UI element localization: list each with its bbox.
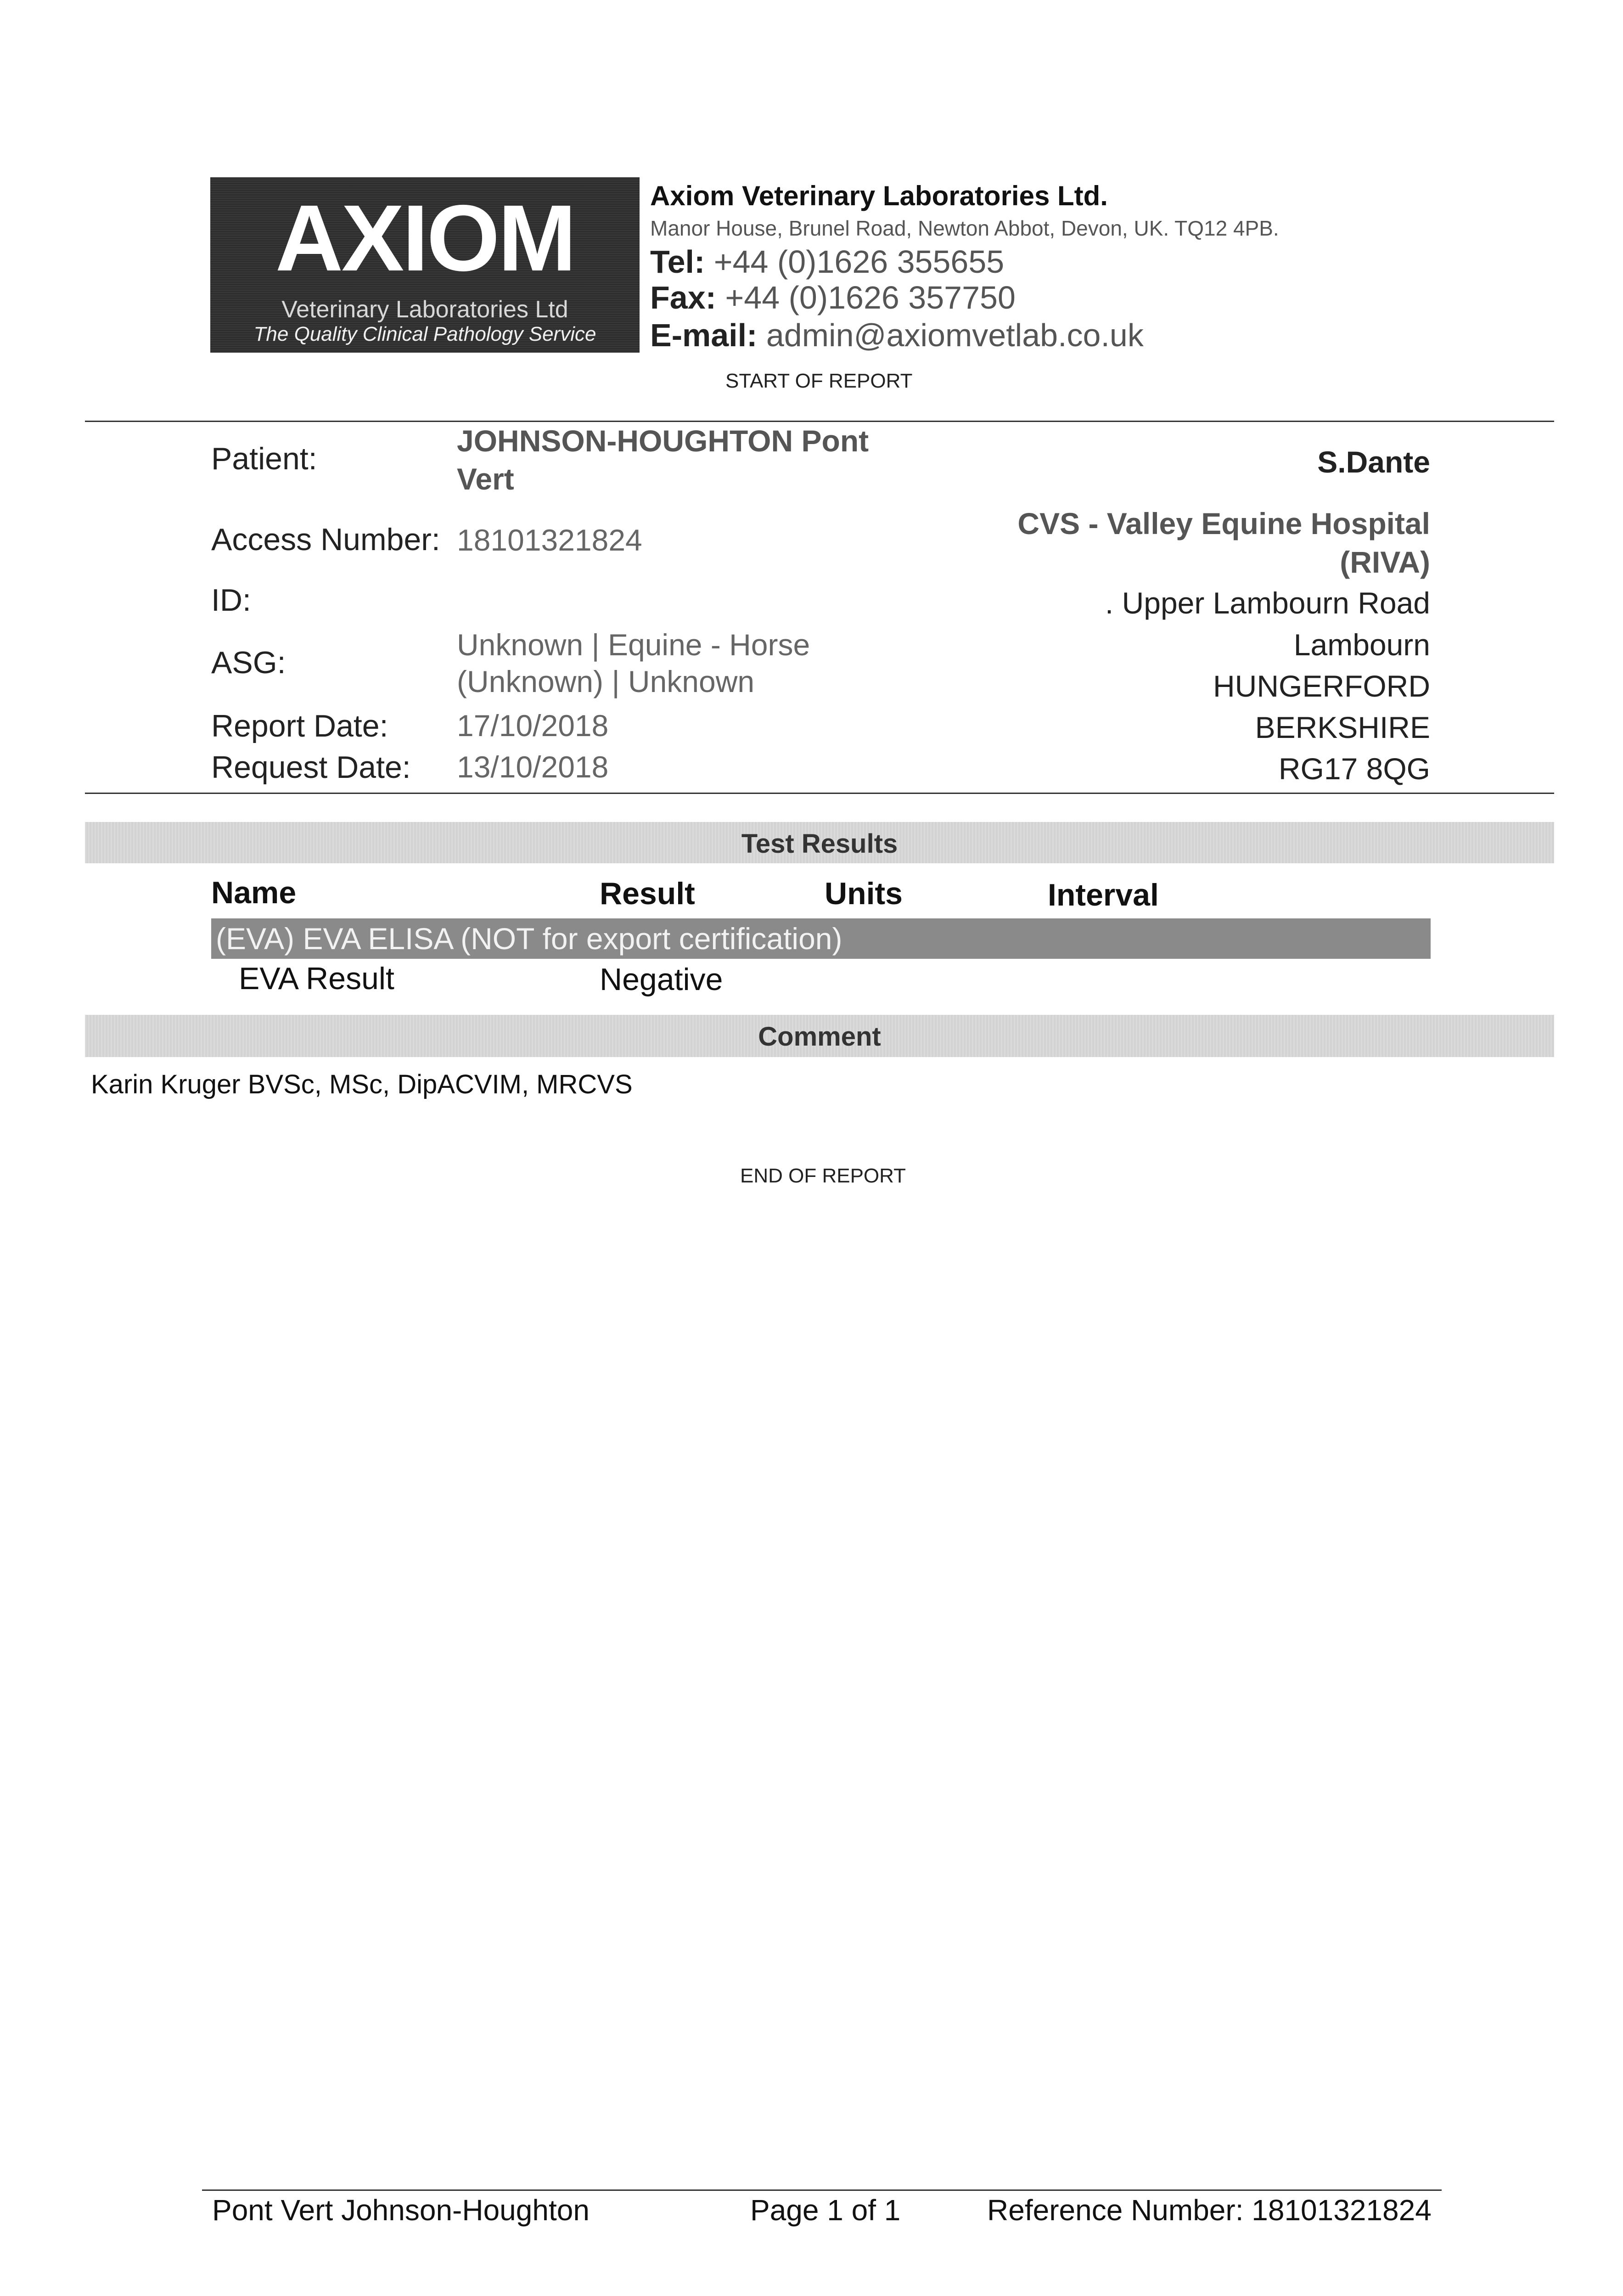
start-of-report: START OF REPORT (725, 370, 913, 392)
id-label: ID: (211, 583, 251, 618)
email-label: E-mail: (650, 317, 758, 353)
patient-divider (85, 793, 1554, 794)
fax-value: +44 (0)1626 357750 (725, 280, 1016, 315)
report-date-value: 17/10/2018 (457, 709, 609, 743)
asg-line2: (Unknown) | Unknown (457, 664, 755, 698)
header-name: Name (211, 875, 297, 910)
result-row-value: Negative (600, 962, 723, 997)
access-number-label: Access Number: (211, 522, 440, 557)
tel-label: Tel: (650, 244, 705, 280)
report-date-label: Report Date: (211, 709, 388, 743)
header-result: Result (600, 876, 695, 911)
tel-value: +44 (0)1626 355655 (713, 244, 1005, 280)
request-date-value: 13/10/2018 (457, 750, 609, 784)
test-group-name: (EVA) EVA ELISA (NOT for export certification) (216, 922, 842, 956)
patient-label: Patient: (211, 441, 317, 476)
end-of-report: END OF REPORT (740, 1165, 906, 1187)
axiom-logo (210, 177, 640, 353)
clinic-address-3: HUNGERFORD (1213, 669, 1430, 703)
clinic-name-line2: (RIVA) (1340, 545, 1430, 579)
company-address: Manor House, Brunel Road, Newton Abbot, Devon, UK. TQ12 4PB. (650, 216, 1279, 240)
logo-wordmark: AXIOM (275, 186, 575, 291)
footer-page: Page 1 of 1 (750, 2194, 901, 2227)
company-name: Axiom Veterinary Laboratories Ltd. (650, 180, 1108, 211)
clinic-vet: S.Dante (1317, 445, 1430, 479)
comment-band (85, 1015, 1554, 1057)
logo-subtitle: Veterinary Laboratories Ltd (281, 296, 568, 323)
clinic-address-5: RG17 8QG (1278, 752, 1430, 786)
asg-line1: Unknown | Equine - Horse (457, 628, 810, 662)
clinic-name-line1: CVS - Valley Equine Hospital (1017, 506, 1430, 540)
company-fax (650, 279, 1016, 316)
test-results-title: Test Results (741, 829, 898, 859)
header-divider (85, 421, 1554, 422)
patient-name-line2: Vert (457, 462, 514, 496)
footer-patient: Pont Vert Johnson-Houghton (212, 2194, 590, 2227)
header-interval: Interval (1048, 878, 1159, 912)
signature: Karin Kruger BVSc, MSc, DipACVIM, MRCVS (91, 1069, 633, 1099)
test-group-row (211, 918, 1431, 959)
company-tel (650, 243, 1004, 280)
footer-divider (202, 2189, 1442, 2191)
access-number-value: 18101321824 (457, 523, 642, 557)
comment-title: Comment (758, 1022, 881, 1052)
clinic-address-1: . Upper Lambourn Road (1105, 586, 1430, 620)
clinic-address-2: Lambourn (1293, 628, 1430, 662)
result-row-name: EVA Result (239, 961, 394, 996)
patient-name-line1: JOHNSON-HOUGHTON Pont (457, 424, 869, 458)
logo-tagline: The Quality Clinical Pathology Service (253, 323, 596, 345)
clinic-address-4: BERKSHIRE (1255, 710, 1430, 744)
header-units: Units (825, 876, 903, 911)
asg-label: ASG: (211, 645, 286, 680)
test-results-band (85, 822, 1554, 863)
request-date-label: Request Date: (211, 750, 411, 785)
footer-reference: Reference Number: 18101321824 (987, 2194, 1432, 2227)
fax-label: Fax: (650, 280, 716, 315)
company-email (650, 317, 1144, 354)
email-value: admin@axiomvetlab.co.uk (766, 317, 1144, 353)
